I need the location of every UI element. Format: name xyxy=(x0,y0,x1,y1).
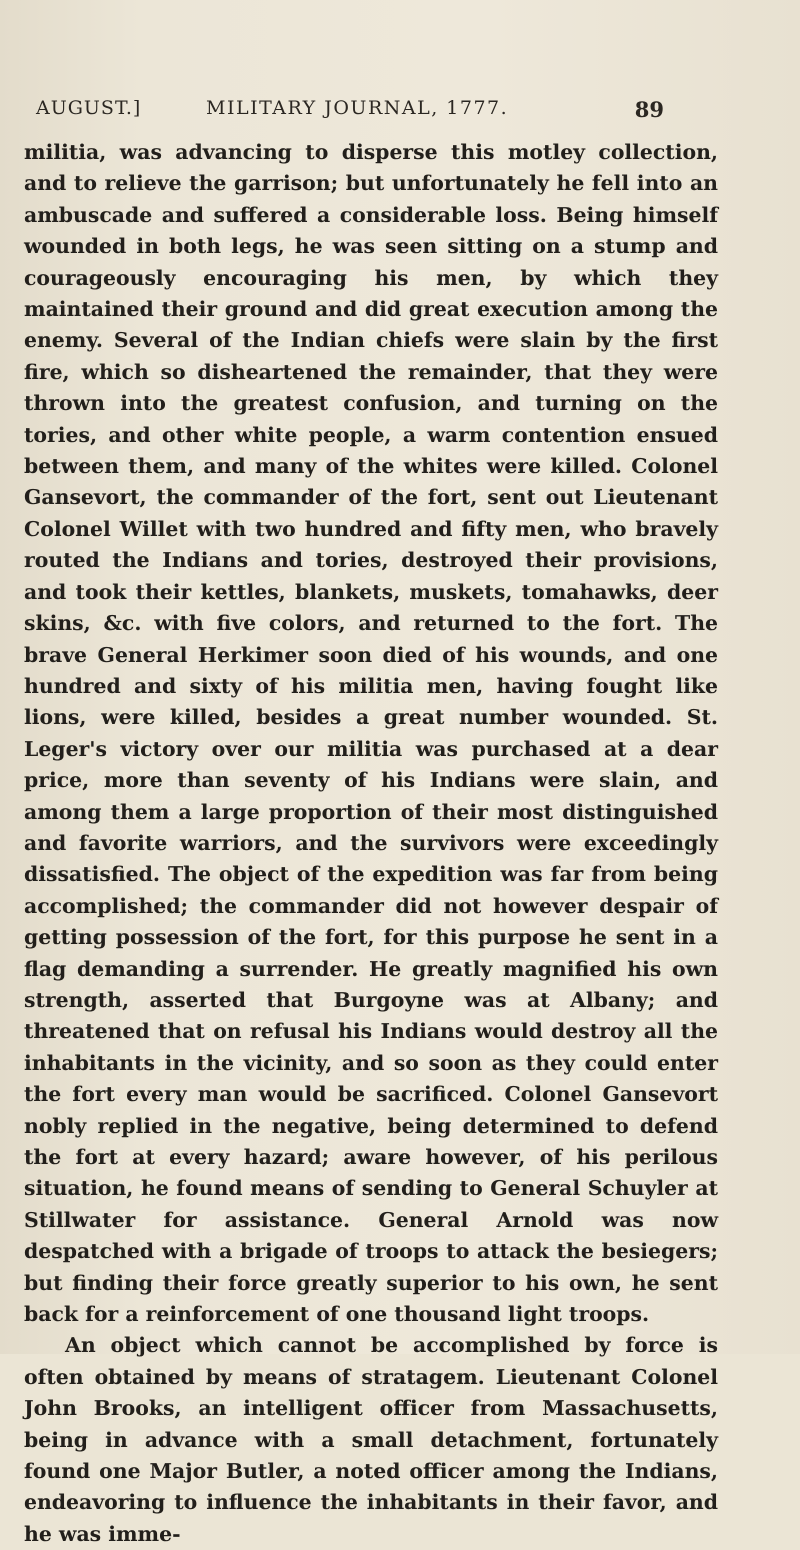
running-header xyxy=(36,97,664,127)
page-number: 89 xyxy=(634,97,664,122)
running-head-month: AUGUST.] xyxy=(36,97,142,119)
body-text xyxy=(24,137,718,1550)
paragraph-2: An object which cannot be accomplished by force is often obtained by means of stratagem. Lieutenant Colonel John Brooks, an intelligent officer from Massachusetts, being in advance with a small detachment, fortunately found one Major Butler, a noted officer among the Indians, endeavoring to influence the inhabitants in their favor, and he was imme- xyxy=(24,1333,718,1546)
paragraph-1: militia, was advancing to disperse this motley collection, and to relieve the garrison; but unfortunately he fell into an ambuscade and suffered a considerable loss. Being himself wounded in both legs, he was seen sitting on a stump and courageously encouraging his men, by which they maintained their ground and did great execution among the enemy. Several of the Indian chiefs were slain by the first fire, which so disheartened the remainder, that they were thrown into the greatest confusion, and turning on the tories, and other white people, a warm contention ensued between them, and many of the whites were killed. Colonel Gansevort, the commander of the fort, sent out Lieutenant Colonel Willet with two hundred and fifty men, who bravely routed the Indians and tories, destroyed their provisions, and took their kettles, blankets, muskets, tomahawks, deer skins, &c. with five colors, and returned to the fort. The brave General Herkimer soon died of his wounds, and one hundred and sixty of his militia men, having fought like lions, were killed, besides a great number wounded. St. Leger's victory over our militia was purchased at a dear price, more than seventy of his Indians were slain, and among them a large proportion of their most distinguished and favorite warriors, and the survivors were exceedingly dissatisfied. The object of the expedition was far from being accomplished; the commander did not however despair of getting possession of the fort, for this purpose he sent in a flag demanding a surrender. He greatly magnified his own strength, asserted that Burgoyne was at Albany; and threatened that on refusal his Indians would destroy all the inhabitants in the vicinity, and so soon as they could enter the fort every man would be sacrificed. Colonel Gansevort nobly replied in the negative, being determined to defend the fort at every hazard; aware however, of his perilous situation, he found means of sending to General Schuyler at Stillwater for assistance. General Arnold was now despatched with a brigade of troops to attack the besiegers; but finding their force greatly superior to his own, he sent back for a reinforcement of one thousand light troops. xyxy=(24,140,718,1327)
running-head-title: MILITARY JOURNAL, 1777. xyxy=(206,97,509,119)
